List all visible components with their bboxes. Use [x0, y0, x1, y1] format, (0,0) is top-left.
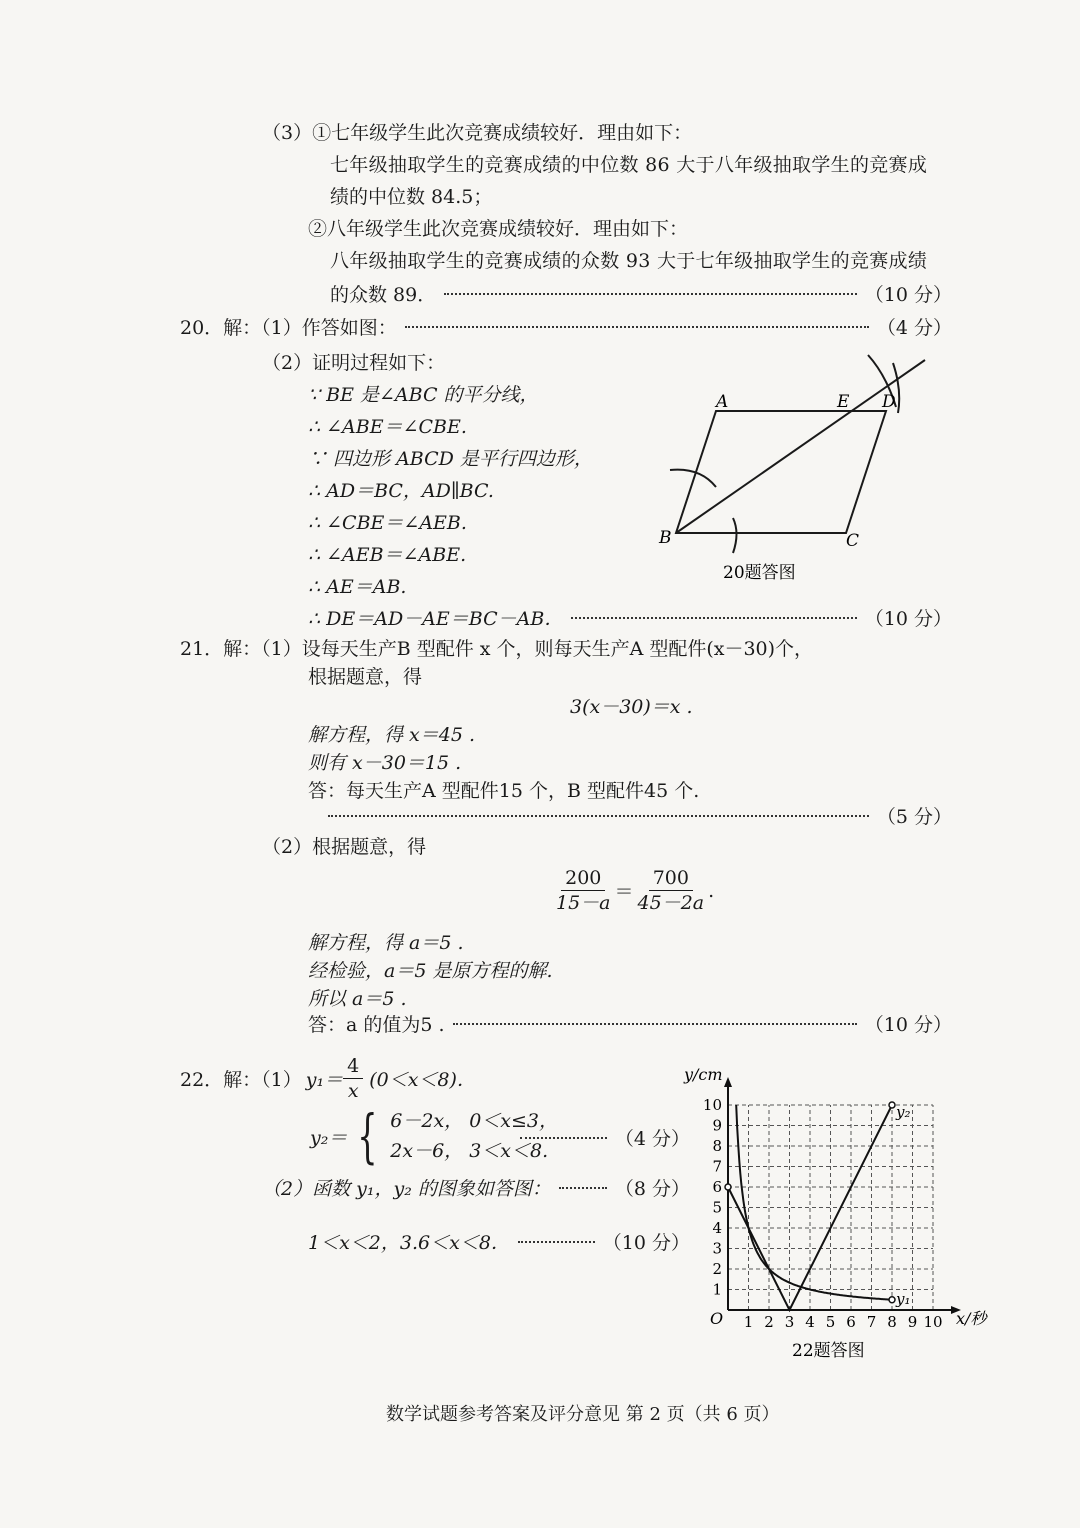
q22-score1-row [520, 1126, 690, 1152]
y-tick-label: 8 [712, 1137, 722, 1155]
vertex-label-a: A [716, 392, 729, 412]
x-tick-label: 9 [907, 1313, 918, 1331]
fraction [343, 1054, 363, 1103]
x-tick-label: 6 [846, 1313, 856, 1331]
vertex-label-b: B [659, 528, 672, 548]
fraction-numerator: 4 [343, 1054, 363, 1079]
q20-step: ∴ ∠CBE＝∠AEB. [308, 512, 467, 534]
q21-equation2 [552, 866, 714, 915]
q20-part2-heading: （2）证明过程如下： [262, 352, 446, 374]
y-tick-label: 9 [712, 1116, 722, 1135]
fraction-denominator: 15－a [556, 892, 611, 914]
q20-heading-row [180, 315, 952, 341]
q21-so: 所以 a＝5 . [308, 988, 407, 1010]
dot-leader [520, 1137, 607, 1139]
q21-solve2: 解方程，得 a＝5 . [308, 932, 464, 954]
y1-lhs: y₁＝ [305, 1069, 344, 1091]
graph-axes [724, 1077, 961, 1314]
vertex-label-d: D [882, 392, 896, 412]
y2-series-label: y₂ [896, 1103, 911, 1122]
q20-figure-caption: 20题答图 [723, 563, 796, 583]
y2-lhs: y₂＝ [310, 1126, 348, 1149]
y-tick-label: 7 [712, 1157, 722, 1176]
x-tick-label: 2 [764, 1313, 774, 1331]
q22-score3: （10 分） [602, 1232, 690, 1254]
y-tick-label: 3 [712, 1239, 722, 1258]
footer-text: 数学试题参考答案及评分意见 第 2 页（共 6 页） [386, 1404, 780, 1425]
y1-series-label: y₁ [896, 1289, 911, 1308]
q22-score1: （4 分） [614, 1128, 690, 1150]
q21-score1: （5 分） [876, 806, 952, 828]
q19-reason2-line2: 的众数 89． [330, 284, 437, 306]
q21-equation1: 3(x－30)＝x . [570, 696, 693, 718]
case: 2x－6， 3＜x＜8. [390, 1140, 549, 1162]
q20-score1: （4 分） [876, 317, 952, 339]
y2-open-endpoint [889, 1102, 895, 1108]
vertex-label-e: E [837, 392, 850, 412]
x-tick-label: 10 [923, 1313, 943, 1331]
q22-heading: 22．解：（1） [180, 1069, 302, 1091]
q19-score: （10 分） [864, 284, 952, 306]
x-tick-label: 1 [743, 1313, 754, 1331]
q19-reason2-line2-row [330, 282, 952, 308]
q22-graph-caption: 22题答图 [792, 1341, 865, 1361]
q19-reason1-line2: 绩的中位数 84.5； [330, 186, 493, 208]
y-tick-label: 10 [702, 1096, 722, 1114]
y-axis-label: y/cm [684, 1065, 723, 1084]
parallelogram-abcd [676, 411, 886, 533]
left-brace: { [357, 1102, 378, 1170]
y-tick-label: 6 [712, 1178, 722, 1196]
graph-grid [728, 1105, 933, 1310]
q21-score1-row [308, 804, 952, 830]
q20-figure [650, 345, 950, 590]
y1-curve [736, 1105, 892, 1300]
q21-part2-heading: （2）根据题意，得 [262, 836, 427, 858]
q21-answer1: 答：每天生产A 型配件15 个，B 型配件45 个. [308, 780, 700, 802]
construction-arc [733, 518, 737, 553]
q19-reason2-line1: 八年级抽取学生的竞赛成绩的众数 93 大于七年级抽取学生的竞赛成绩 [330, 250, 928, 272]
dot-leader [559, 1187, 607, 1189]
q22-graph [680, 1060, 990, 1370]
q20-step: ∴ ∠AEB＝∠ABE. [308, 544, 467, 566]
fraction-denominator: 45－2a [637, 892, 705, 914]
equals-sign: ＝ [614, 881, 634, 903]
case: 6－2x， 0＜x≤3， [390, 1110, 559, 1132]
q20-last-step: ∴ DE＝AD－AE＝BC－AB． [308, 608, 564, 630]
dot-leader [328, 815, 869, 817]
period: . [708, 879, 715, 902]
x-tick-label: 7 [866, 1313, 877, 1331]
dot-leader [518, 1241, 595, 1243]
x-tick-label: 8 [887, 1313, 897, 1331]
y1-open-endpoint [889, 1297, 895, 1303]
dot-leader [453, 1023, 857, 1025]
x-tick-label: 3 [784, 1313, 795, 1331]
graph-series [725, 1102, 911, 1310]
fraction-numerator: 200 [561, 866, 605, 891]
page-footer [386, 1402, 780, 1428]
dot-leader [444, 293, 857, 295]
origin-label: O [710, 1309, 724, 1328]
q21-line2: 根据题意，得 [308, 666, 423, 688]
fraction [552, 866, 615, 915]
y-tick-label: 1 [712, 1280, 722, 1299]
q22-part3: 1＜x＜2，3.6＜x＜8． [308, 1232, 510, 1254]
q20-step: ∵ 四边形 ABCD 是平行四边形， [308, 448, 593, 470]
q19-reason2-heading: ②八年级学生此次竞赛成绩较好．理由如下： [308, 218, 689, 240]
q20-last-row [308, 606, 952, 632]
fraction-numerator: 700 [649, 866, 693, 891]
q22-part2-row [262, 1176, 690, 1202]
q21-then: 则有 x－30＝15 . [308, 752, 462, 774]
q22-part3-row [308, 1230, 690, 1256]
y-tick-label: 5 [712, 1198, 722, 1217]
q22-y1-row [180, 1054, 476, 1103]
vertex-label-c: C [846, 531, 860, 551]
y-tick-label: 4 [712, 1219, 722, 1237]
x-tick-label: 4 [805, 1313, 815, 1331]
q21-answer2-row [308, 1012, 952, 1038]
q22-score2: （8 分） [614, 1178, 690, 1200]
x-axis-label: x/秒 [956, 1309, 987, 1328]
q22-part2: （2）函数 y₁，y₂ 的图象如答图： [262, 1178, 551, 1200]
y-tick-label: 2 [712, 1260, 722, 1278]
q21-check: 经检验，a＝5 是原方程的解. [308, 960, 553, 982]
dot-leader [571, 617, 856, 619]
q21-solve1: 解方程，得 x＝45 . [308, 724, 476, 746]
x-tick-label: 5 [825, 1313, 836, 1331]
q21-score2: （10 分） [864, 1014, 952, 1036]
q20-step: ∴ ∠ABE＝∠CBE. [308, 416, 467, 438]
q20-step: ∴ AE＝AB. [308, 576, 407, 598]
q20-heading: 20．解：（1）作答如图： [180, 317, 397, 339]
fraction [634, 866, 709, 915]
y2-open-startpoint [725, 1184, 731, 1190]
q20-step: ∴ AD＝BC，AD∥BC. [308, 480, 494, 502]
q20-step: ∵ BE 是∠ABC 的平分线， [308, 384, 539, 406]
q21-answer2: 答：a 的值为5 . [308, 1014, 445, 1036]
dot-leader [405, 326, 869, 328]
fraction-denominator: x [347, 1080, 359, 1102]
y1-domain: (0＜x＜8)． [369, 1069, 476, 1091]
q19-part3-heading: （3）①七年级学生此次竞赛成绩较好．理由如下： [262, 122, 693, 144]
q21-heading: 21．解：（1）设每天生产B 型配件 x 个，则每天生产A 型配件(x－30)个， [180, 638, 814, 660]
y-axis-arrow [724, 1077, 732, 1087]
q20-score2: （10 分） [864, 608, 952, 630]
q19-reason1-line1: 七年级抽取学生的竞赛成绩的中位数 86 大于八年级抽取学生的竞赛成 [330, 154, 928, 176]
